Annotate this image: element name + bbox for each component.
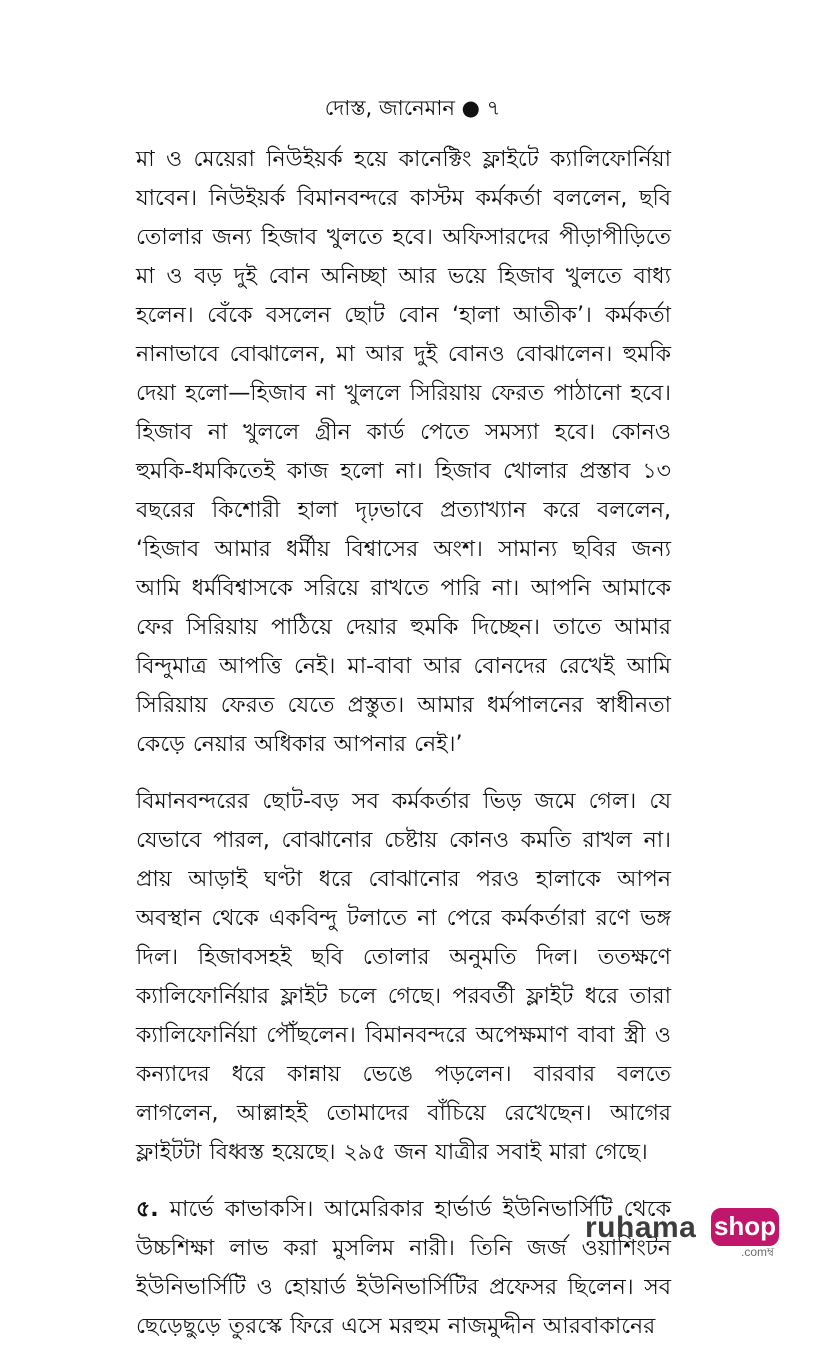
paragraph-text: মার্ভে কাভাকসি। আমেরিকার হার্ভার্ড ইউনিভার্সিটি থেকে উচ্চশিক্ষা লাভ করা মুসলিম নারী। তিনি জর্জ ওয়াশিংটন ইউনিভার্সিটি ও হোয়ার্ড ইউনিভার্সিটির প্রফেসর ছিলেন। সব ছেড়েছুড়ে তুরস্কে ফিরে এসে মরহুম নাজমুদ্দীন আরবাকানের (136, 1197, 671, 1339)
logo-shop-badge: shop (711, 1208, 779, 1246)
ruhamashop-logo (585, 1208, 785, 1259)
logo-ruhama-text: ruhama (585, 1211, 697, 1244)
paragraph-text: মা ও মেয়েরা নিউইয়র্ক হয়ে কানেক্টিং ফ্লাইটে ক্যালিফোর্নিয়া যাবেন। নিউইয়র্ক বিমানবন্দরে কাস্টম কর্মকর্তা বললেন, ছবি তোলার জন্য হিজাব খুলতে হবে। অফিসারদের পীড়াপীড়িতে মা ও বড় দুই বোন অনিচ্ছা আর ভয়ে হিজাব খুলতে বাধ্য হলেন। বেঁকে বসলেন ছোট বোন ‘হালা আতীক’। কর্মকর্তা নানাভাবে বোঝালেন, মা আর দুই বোনও বোঝালেন। হুমকি দেয়া হলো—হিজাব না খুললে সিরিয়ায় ফেরত পাঠানো হবে। হিজাব না খুললে গ্রীন কার্ড পেতে সমস্যা হবে। কোনও হুমকি-ধমকিতেই কাজ হলো না। হিজাব খোলার প্রস্তাব ১৩ বছরের কিশোরী হালা দৃঢ়ভাবে প্রত্যাখ্যান করে বললেন, ‘হিজাব আমার ধর্মীয় বিশ্বাসের অংশ। সামান্য ছবির জন্য আমি ধর্মবিশ্বাসকে সরিয়ে রাখতে পারি না। আপনি আমাকে ফের সিরিয়ায় পাঠিয়ে দেয়ার হুমকি দিচ্ছেন। তাতে আমার বিন্দুমাত্র আপত্তি নেই। মা-বাবা আর বোনদের রেখেই আমি সিরিয়ায় ফেরত যেতে প্রস্তুত। আমার ধর্মপালনের স্বাধীনতা কেড়ে নেয়ার অধিকার আপনার নেই।’ (136, 147, 671, 757)
logo-com-text: .comম্ব (741, 1245, 775, 1259)
page-body (136, 140, 671, 1364)
paragraph-2 (136, 782, 671, 1172)
paragraph-lead: ৫. (136, 1197, 159, 1222)
running-header: দোস্ত, জানেমান ● ৭ (324, 96, 501, 120)
paragraph-text: বিমানবন্দরের ছোট-বড় সব কর্মকর্তার ভিড় জমে গেল। যে যেভাবে পারল, বোঝানোর চেষ্টায় কোনও কমতি রাখল না। প্রায় আড়াই ঘণ্টা ধরে বোঝানোর পরও হালাকে আপন অবস্থান থেকে একবিন্দু টলাতে না পেরে কর্মকর্তারা রণে ভঙ্গ দিল। হিজাবসহই ছবি তোলার অনুমতি দিল। ততক্ষণে ক্যালিফোর্নিয়ার ফ্লাইট চলে গেছে। পরবর্তী ফ্লাইট ধরে তারা ক্যালিফোর্নিয়া পৌঁছলেন। বিমানবন্দরে অপেক্ষমাণ বাবা স্ত্রী ও কন্যাদের ধরে কান্নায় ভেঙে পড়লেন। বারবার বলতে লাগলেন, আল্লাহই তোমাদের বাঁচিয়ে রেখেছেন। আগের ফ্লাইটটা বিধ্বস্ত হয়েছে। ২৯৫ জন যাত্রীর সবাই মারা গেছে। (136, 789, 671, 1165)
paragraph-1 (136, 140, 671, 764)
